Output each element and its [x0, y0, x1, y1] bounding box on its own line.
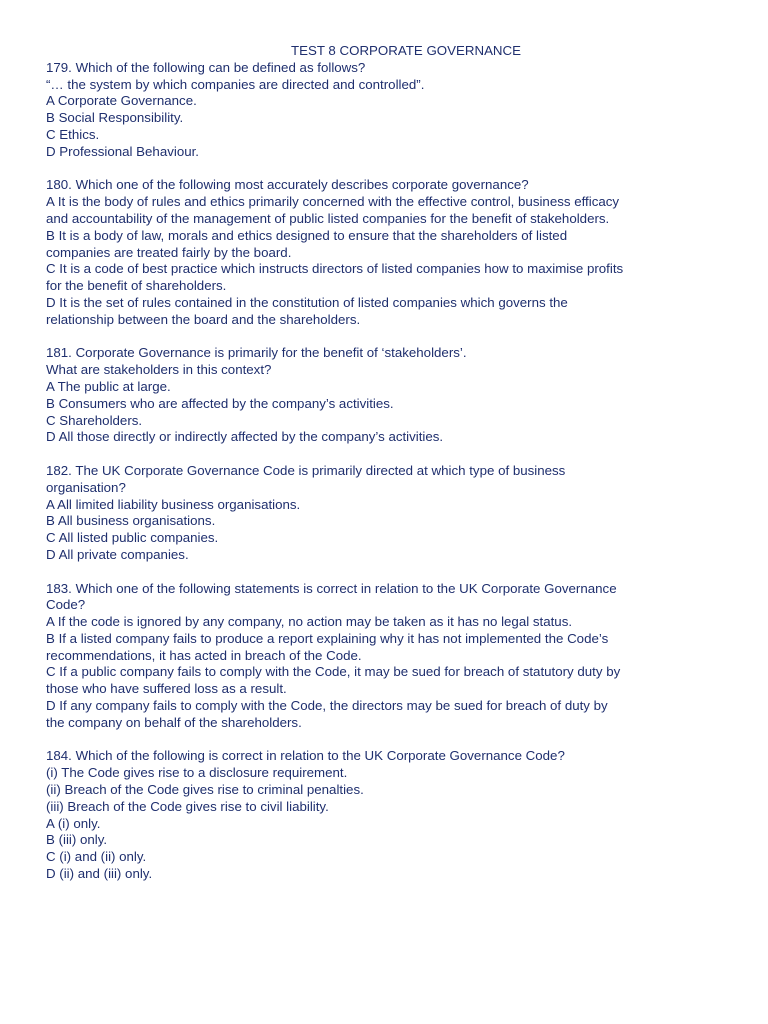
- question-block: [46, 177, 736, 328]
- question-line: C Shareholders.: [46, 412, 143, 428]
- question-line: C It is a code of best practice which instructs directors of listed companies how to maximise profits: [46, 261, 624, 277]
- question-line: B It is a body of law, morals and ethics designed to ensure that the shareholders of listed: [46, 227, 568, 243]
- question-line: for the benefit of shareholders.: [46, 278, 227, 294]
- question-block: [46, 748, 736, 882]
- question-line: C Ethics.: [46, 126, 100, 142]
- question-text: 179. Which of the following can be defined as follows?: [46, 59, 366, 75]
- question-line: B (iii) only.: [46, 832, 108, 848]
- question-line: What are stakeholders in this context?: [46, 362, 272, 378]
- question-line: “… the system by which companies are directed and controlled”.: [46, 76, 425, 92]
- question-line: the company on behalf of the shareholders.: [46, 714, 302, 730]
- question-line: relationship between the board and the shareholders.: [46, 311, 361, 327]
- question-line: (i) The Code gives rise to a disclosure requirement.: [46, 765, 348, 781]
- question-text: 182. The UK Corporate Governance Code is primarily directed at which type of business: [46, 462, 566, 478]
- question-block: [46, 60, 736, 161]
- question-line: A Corporate Governance.: [46, 93, 197, 109]
- question-line: B If a listed company fails to produce a report explaining why it has not implemented the Code’s: [46, 630, 609, 646]
- question-block: [46, 345, 736, 446]
- question-line: those who have suffered loss as a result.: [46, 681, 287, 697]
- question-block: [46, 463, 736, 564]
- question-line: A It is the body of rules and ethics primarily concerned with the effective control, business efficacy: [46, 194, 620, 210]
- question-line: Code?: [46, 597, 86, 613]
- question-line: D (ii) and (iii) only.: [46, 866, 153, 882]
- question-line: A All limited liability business organisations.: [46, 496, 301, 512]
- question-line: D It is the set of rules contained in the constitution of listed companies which governs the: [46, 294, 568, 310]
- question-line: A The public at large.: [46, 378, 171, 394]
- question-line: C If a public company fails to comply with the Code, it may be sued for breach of statutory duty by: [46, 664, 621, 680]
- question-line: companies are treated fairly by the board.: [46, 244, 292, 260]
- question-line: B Consumers who are affected by the company’s activities.: [46, 395, 394, 411]
- question-line: D All those directly or indirectly affected by the company’s activities.: [46, 429, 444, 445]
- question-line: recommendations, it has acted in breach of the Code.: [46, 647, 362, 663]
- question-line: (iii) Breach of the Code gives rise to civil liability.: [46, 798, 329, 814]
- question-block: [46, 581, 736, 732]
- question-line: A (i) only.: [46, 815, 101, 831]
- question-text: 183. Which one of the following statements is correct in relation to the UK Corporate Governance: [46, 580, 617, 596]
- question-list: [46, 60, 736, 883]
- question-line: A If the code is ignored by any company, no action may be taken as it has no legal status.: [46, 614, 573, 630]
- question-line: (ii) Breach of the Code gives rise to criminal penalties.: [46, 782, 364, 798]
- page-title: TEST 8 CORPORATE GOVERNANCE: [290, 43, 522, 58]
- question-line: and accountability of the management of public listed companies for the benefit of stakeholders.: [46, 210, 610, 226]
- document-page: [46, 43, 736, 900]
- question-line: D If any company fails to comply with the Code, the directors may be sued for breach of duty by: [46, 698, 608, 714]
- question-line: C (i) and (ii) only.: [46, 849, 147, 865]
- question-text: 180. Which one of the following most accurately describes corporate governance?: [46, 177, 529, 193]
- question-text: 184. Which of the following is correct in relation to the UK Corporate Governance Code?: [46, 748, 565, 764]
- question-line: C All listed public companies.: [46, 530, 219, 546]
- question-line: B Social Responsibility.: [46, 110, 184, 126]
- question-line: B All business organisations.: [46, 513, 216, 529]
- question-line: organisation?: [46, 479, 126, 495]
- question-text: 181. Corporate Governance is primarily for the benefit of ‘stakeholders’.: [46, 345, 467, 361]
- question-line: D Professional Behaviour.: [46, 143, 199, 159]
- question-line: D All private companies.: [46, 546, 189, 562]
